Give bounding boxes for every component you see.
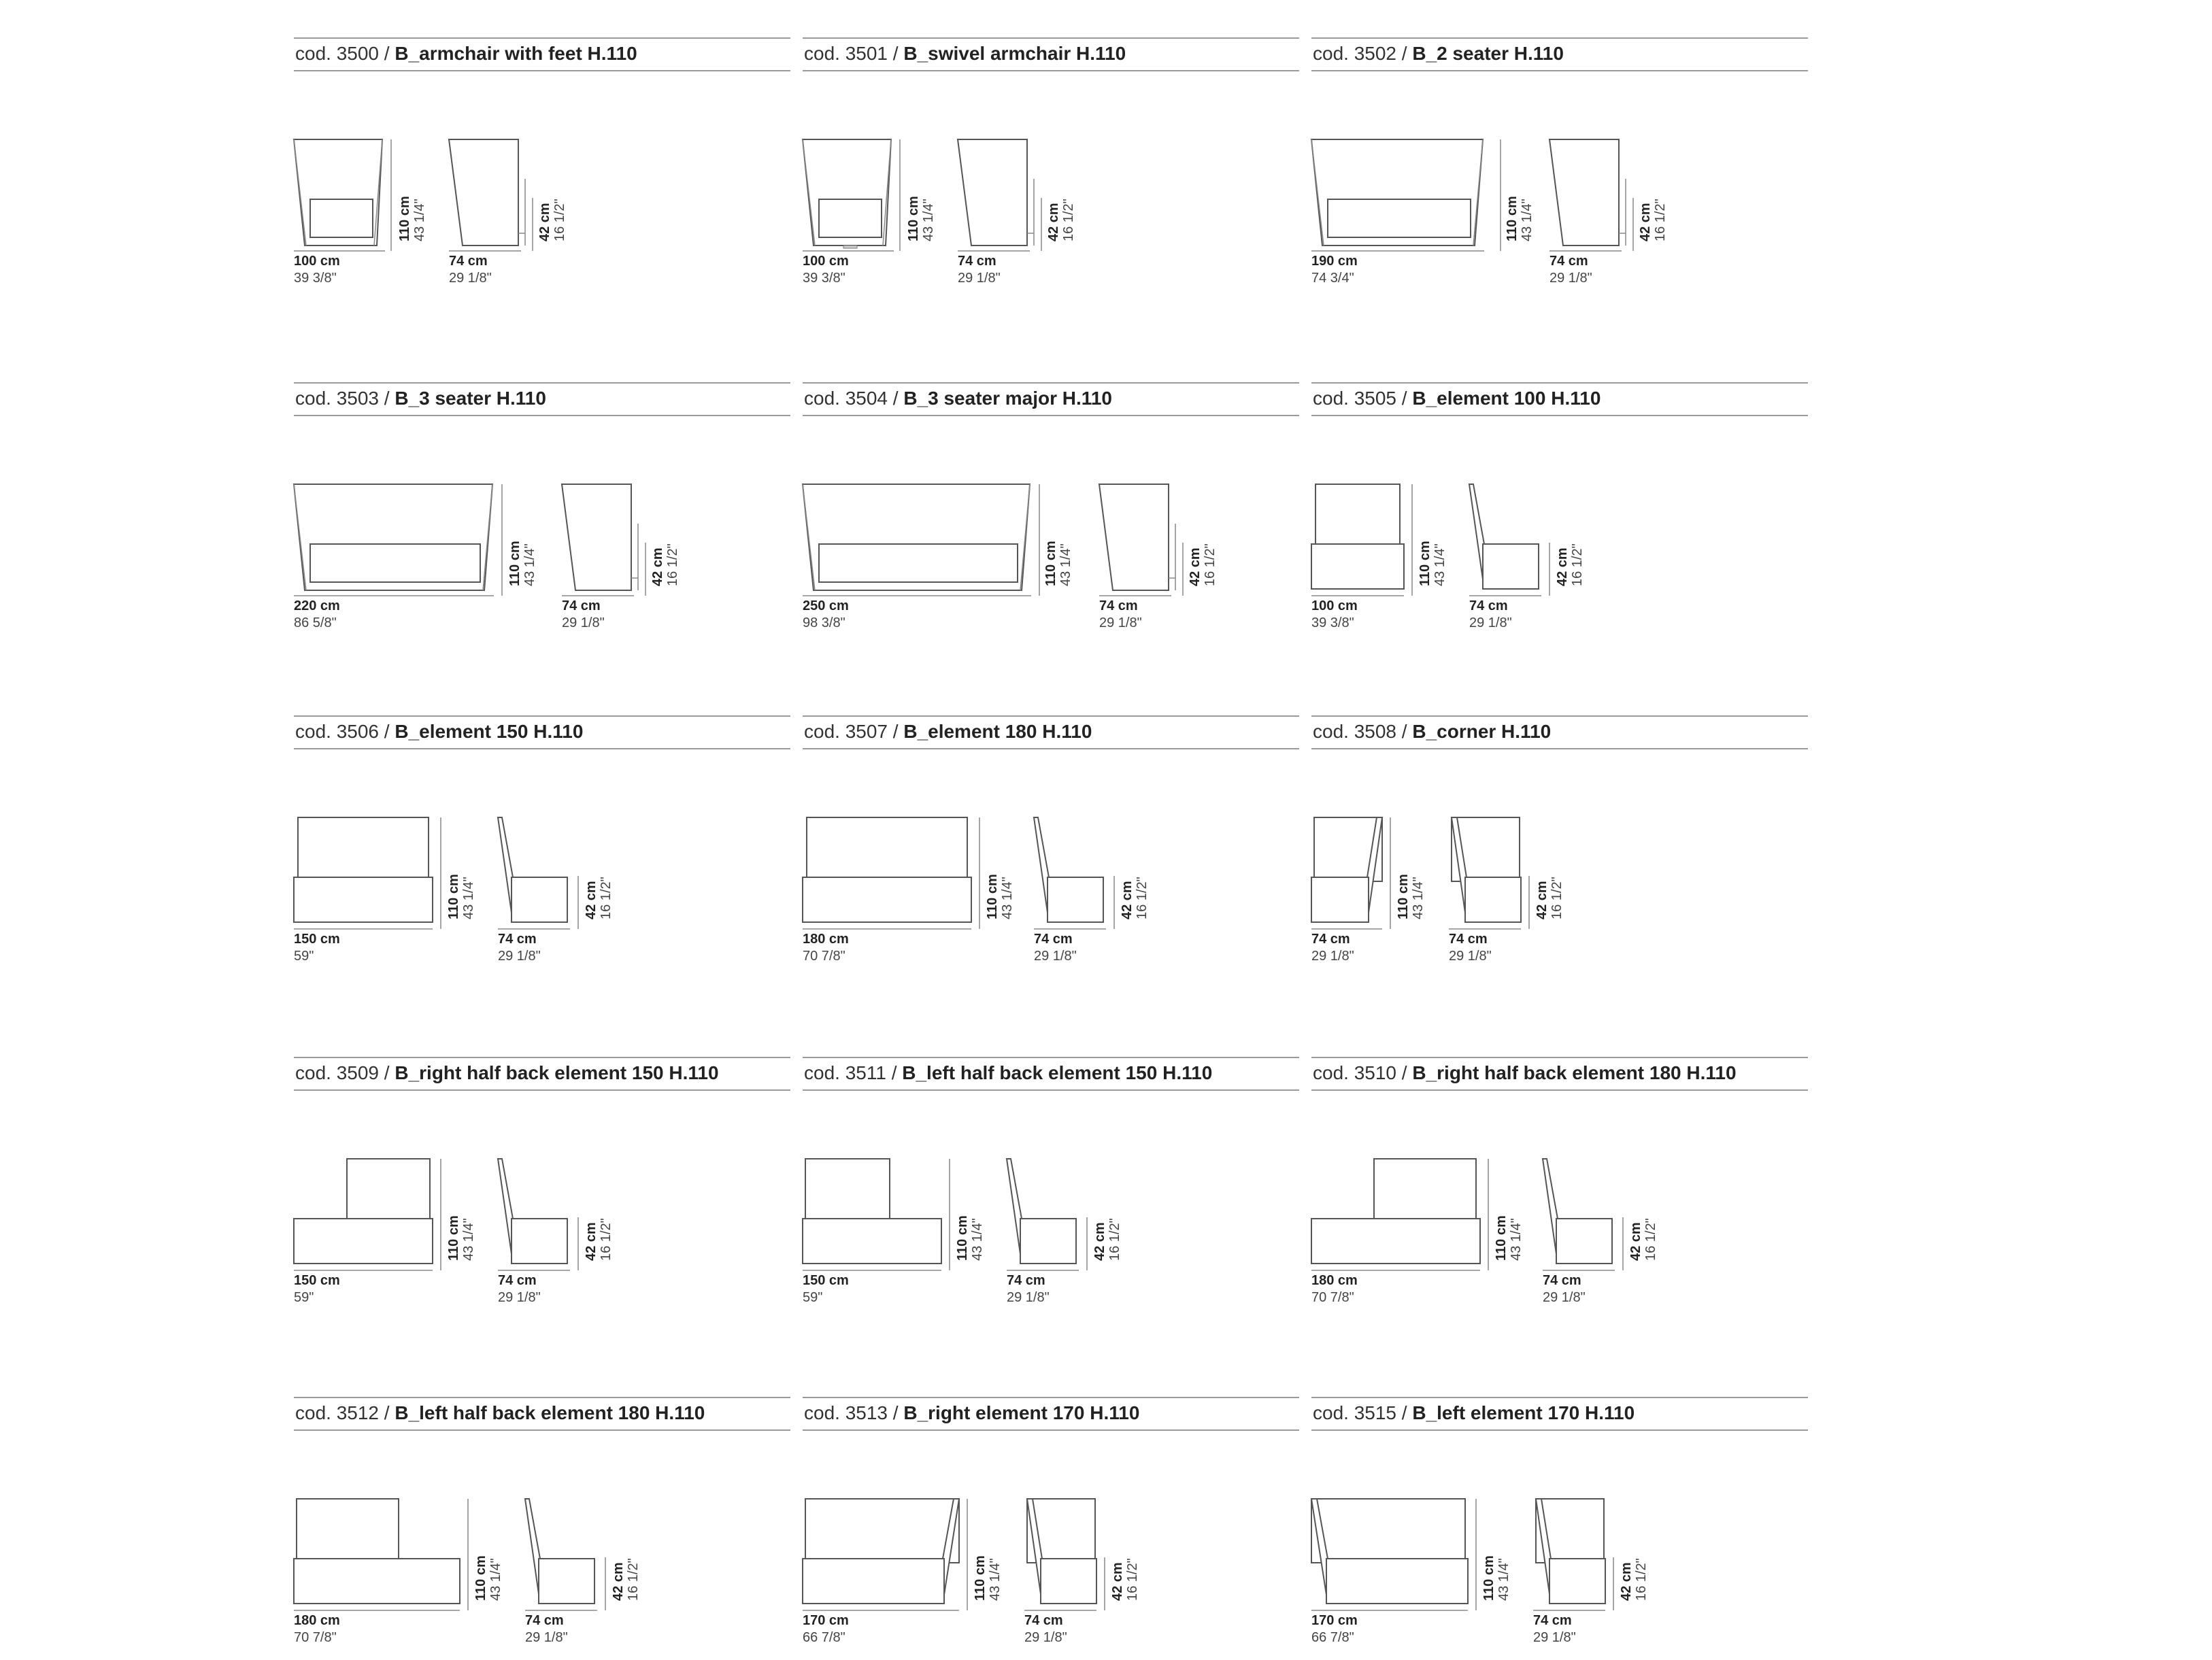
front-width-inch: 70 7/8" (803, 949, 845, 964)
front-width-cm: 100 cm (294, 254, 340, 269)
product-3509 (294, 1057, 790, 1305)
divider (803, 715, 1299, 717)
product-title: cod. 3503 / B_3 seater H.110 (295, 388, 546, 409)
side-width-cm: 74 cm (1469, 598, 1508, 613)
front-height-dimension: 110 cm 43 1/4" (955, 1215, 985, 1261)
side-width-cm: 74 cm (1533, 1613, 1572, 1628)
side-seat-height-dimension: 42 cm 16 1/2" (1628, 1218, 1658, 1261)
product-3505 (1311, 382, 1808, 630)
side-width-cm: 74 cm (958, 254, 996, 269)
front-width-cm: 180 cm (294, 1613, 340, 1628)
front-height-dimension: 110 cm 43 1/4" (446, 1215, 476, 1261)
front-width-cm: 150 cm (294, 1273, 340, 1288)
front-height-dimension: 110 cm 43 1/4" (973, 1555, 1003, 1601)
side-seat-height-dimension: 42 cm 16 1/2" (1619, 1558, 1649, 1601)
front-width-inch: 39 3/8" (294, 271, 337, 286)
product-3503 (294, 382, 790, 630)
side-width-cm: 74 cm (1099, 598, 1138, 613)
product-3502 (1311, 37, 1808, 286)
front-height-dimension: 110 cm 43 1/4" (507, 541, 537, 586)
side-width-inch: 29 1/8" (1533, 1630, 1576, 1645)
front-width-cm: 150 cm (803, 1273, 849, 1288)
front-width-inch: 59" (294, 949, 314, 964)
front-width-inch: 59" (294, 1290, 314, 1305)
divider (294, 70, 790, 71)
product-title: cod. 3502 / B_2 seater H.110 (1313, 43, 1564, 64)
divider (294, 1429, 790, 1431)
side-seat-height-dimension: 42 cm 16 1/2" (1188, 543, 1218, 586)
front-width-cm: 220 cm (294, 598, 340, 613)
divider (1311, 1429, 1808, 1431)
side-width-inch: 29 1/8" (498, 1290, 541, 1305)
divider (803, 415, 1299, 416)
front-width-cm: 100 cm (1311, 598, 1358, 613)
side-seat-height-dimension: 42 cm 16 1/2" (537, 199, 567, 241)
divider (1311, 37, 1808, 39)
divider (294, 415, 790, 416)
product-title: cod. 3513 / B_right element 170 H.110 (804, 1402, 1140, 1423)
divider (1311, 715, 1808, 717)
product-3500 (294, 37, 790, 286)
product-3504 (803, 382, 1299, 630)
product-title: cod. 3515 / B_left element 170 H.110 (1313, 1402, 1635, 1423)
front-height-dimension: 110 cm 43 1/4" (1494, 1215, 1524, 1261)
front-height-dimension: 110 cm 43 1/4" (985, 874, 1015, 919)
side-width-cm: 74 cm (1034, 932, 1073, 947)
front-height-dimension: 110 cm 43 1/4" (906, 196, 936, 241)
side-width-cm: 74 cm (498, 1273, 537, 1288)
side-width-inch: 29 1/8" (1099, 615, 1142, 630)
divider (803, 1057, 1299, 1058)
front-width-cm: 180 cm (1311, 1273, 1358, 1288)
front-width-cm: 100 cm (803, 254, 849, 269)
product-title: cod. 3508 / B_corner H.110 (1313, 721, 1552, 742)
front-width-cm: 180 cm (803, 932, 849, 947)
divider (803, 70, 1299, 71)
divider (294, 1089, 790, 1091)
divider (1311, 415, 1808, 416)
product-3507 (803, 715, 1299, 964)
divider (1311, 1089, 1808, 1091)
divider (803, 382, 1299, 384)
side-width-inch: 29 1/8" (498, 949, 541, 964)
side-seat-height-dimension: 42 cm 16 1/2" (1046, 199, 1076, 241)
side-width-inch: 29 1/8" (449, 271, 492, 286)
side-seat-height-dimension: 42 cm 16 1/2" (611, 1558, 641, 1601)
product-3515 (1311, 1397, 1808, 1645)
front-height-dimension: 110 cm 43 1/4" (473, 1555, 503, 1601)
divider (294, 37, 790, 39)
front-height-dimension: 110 cm 43 1/4" (446, 874, 476, 919)
divider (294, 1057, 790, 1058)
front-width-inch: 70 7/8" (1311, 1290, 1354, 1305)
product-title: cod. 3501 / B_swivel armchair H.110 (804, 43, 1126, 64)
divider (803, 748, 1299, 749)
product-title: cod. 3510 / B_right half back element 180 H.110 (1313, 1062, 1737, 1083)
side-width-cm: 74 cm (525, 1613, 564, 1628)
divider (1311, 70, 1808, 71)
product-title: cod. 3511 / B_left half back element 150 H.110 (804, 1062, 1213, 1083)
front-width-inch: 66 7/8" (803, 1630, 845, 1645)
product-3510 (1311, 1057, 1808, 1305)
front-height-dimension: 110 cm 43 1/4" (1505, 196, 1535, 241)
product-title: cod. 3500 / B_armchair with feet H.110 (295, 43, 637, 64)
product-3513 (803, 1397, 1299, 1645)
product-3511 (803, 1057, 1299, 1305)
divider (294, 1397, 790, 1398)
front-width-cm: 190 cm (1311, 254, 1358, 269)
side-seat-height-dimension: 42 cm 16 1/2" (584, 877, 614, 919)
front-height-dimension: 110 cm 43 1/4" (397, 196, 427, 241)
divider (803, 1397, 1299, 1398)
side-width-inch: 29 1/8" (958, 271, 1001, 286)
divider (803, 1429, 1299, 1431)
divider (803, 37, 1299, 39)
side-width-inch: 29 1/8" (525, 1630, 568, 1645)
front-width-inch: 98 3/8" (803, 615, 845, 630)
front-width-inch: 29 1/8" (1311, 949, 1354, 964)
divider (1311, 748, 1808, 749)
product-3501 (803, 37, 1299, 286)
product-3508 (1311, 715, 1808, 964)
side-width-inch: 29 1/8" (1543, 1290, 1586, 1305)
front-width-cm: 250 cm (803, 598, 849, 613)
product-title: cod. 3507 / B_element 180 H.110 (804, 721, 1092, 742)
side-width-cm: 74 cm (1549, 254, 1588, 269)
side-seat-height-dimension: 42 cm 16 1/2" (1555, 543, 1585, 586)
divider (1311, 1057, 1808, 1058)
side-width-cm: 74 cm (562, 598, 601, 613)
side-width-cm: 74 cm (1024, 1613, 1063, 1628)
product-3512 (294, 1397, 790, 1645)
product-title: cod. 3504 / B_3 seater major H.110 (804, 388, 1112, 409)
front-width-cm: 170 cm (1311, 1613, 1358, 1628)
side-seat-height-dimension: 42 cm 16 1/2" (650, 543, 680, 586)
side-width-inch: 29 1/8" (1034, 949, 1077, 964)
side-seat-height-dimension: 42 cm 16 1/2" (584, 1218, 614, 1261)
side-width-inch: 29 1/8" (1024, 1630, 1067, 1645)
front-width-inch: 86 5/8" (294, 615, 337, 630)
side-seat-height-dimension: 42 cm 16 1/2" (1110, 1558, 1140, 1601)
front-width-inch: 74 3/4" (1311, 271, 1354, 286)
divider (294, 382, 790, 384)
side-width-inch: 29 1/8" (1449, 949, 1492, 964)
divider (294, 715, 790, 717)
side-seat-height-dimension: 42 cm 16 1/2" (1535, 877, 1564, 919)
front-height-dimension: 110 cm 43 1/4" (1418, 541, 1447, 586)
product-title: cod. 3512 / B_left half back element 180 H.110 (295, 1402, 705, 1423)
product-title: cod. 3505 / B_element 100 H.110 (1313, 388, 1601, 409)
front-width-inch: 39 3/8" (1311, 615, 1354, 630)
front-height-dimension: 110 cm 43 1/4" (1481, 1555, 1511, 1601)
front-height-dimension: 110 cm 43 1/4" (1043, 541, 1073, 586)
divider (1311, 382, 1808, 384)
side-width-inch: 29 1/8" (1007, 1290, 1050, 1305)
front-width-inch: 66 7/8" (1311, 1630, 1354, 1645)
side-width-cm: 74 cm (449, 254, 488, 269)
side-width-cm: 74 cm (1543, 1273, 1581, 1288)
divider (1311, 1397, 1808, 1398)
divider (294, 748, 790, 749)
front-width-inch: 39 3/8" (803, 271, 845, 286)
product-title: cod. 3509 / B_right half back element 150 H.110 (295, 1062, 719, 1083)
front-width-cm: 74 cm (1311, 932, 1350, 947)
side-seat-height-dimension: 42 cm 16 1/2" (1120, 877, 1150, 919)
side-width-cm: 74 cm (1007, 1273, 1045, 1288)
product-3506 (294, 715, 790, 964)
side-width-inch: 29 1/8" (1469, 615, 1512, 630)
side-seat-height-dimension: 42 cm 16 1/2" (1638, 199, 1668, 241)
front-width-inch: 59" (803, 1290, 823, 1305)
front-width-inch: 70 7/8" (294, 1630, 337, 1645)
side-width-inch: 29 1/8" (562, 615, 605, 630)
side-width-cm: 74 cm (498, 932, 537, 947)
side-seat-height-dimension: 42 cm 16 1/2" (1092, 1218, 1122, 1261)
side-width-inch: 29 1/8" (1549, 271, 1592, 286)
divider (803, 1089, 1299, 1091)
product-title: cod. 3506 / B_element 150 H.110 (295, 721, 584, 742)
front-width-cm: 150 cm (294, 932, 340, 947)
side-width-cm: 74 cm (1449, 932, 1488, 947)
front-height-dimension: 110 cm 43 1/4" (1396, 874, 1426, 919)
front-width-cm: 170 cm (803, 1613, 849, 1628)
